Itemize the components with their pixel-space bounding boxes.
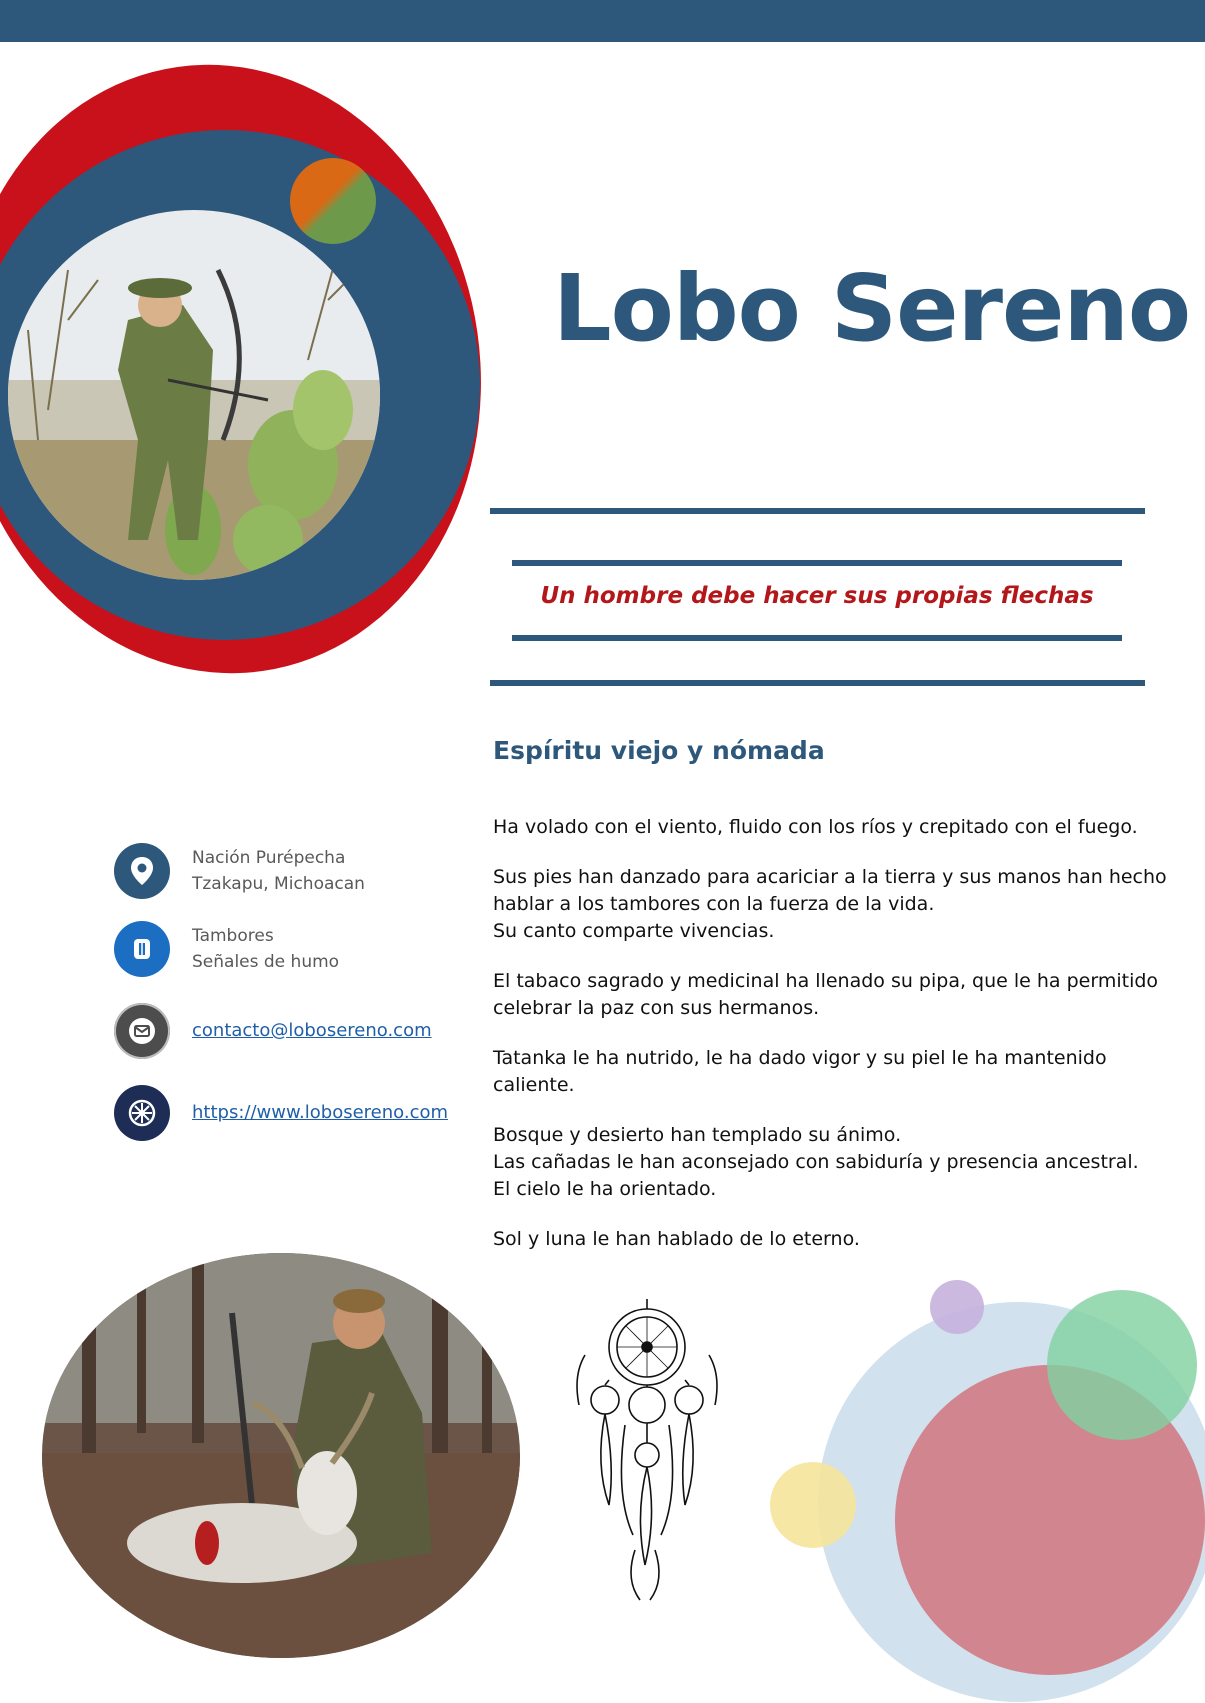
text-line: El tabaco sagrado y medicinal ha llenado su pipa, que le ha permitido <box>493 970 1159 992</box>
section-heading: Espíritu viejo y nómada <box>493 736 825 765</box>
skills-line-1: Tambores <box>192 926 274 946</box>
location-line-1: Nación Purépecha <box>192 848 346 868</box>
contact-location <box>114 843 474 899</box>
text-line: celebrar la paz con sus hermanos. <box>493 997 820 1019</box>
globe-icon <box>114 1085 170 1141</box>
about-paragraph <box>493 814 1138 841</box>
email-link[interactable]: contacto@lobosereno.com <box>192 1020 432 1041</box>
skills-line-2: Señales de humo <box>192 952 340 972</box>
text-line: Sus pies han danzado para acariciar a la tierra y sus manos han hecho <box>493 866 1167 888</box>
text-line: Bosque y desierto han templado su ánimo. <box>493 1124 902 1146</box>
text-line: caliente. <box>493 1074 575 1096</box>
text-line: Tatanka le ha nutrido, le ha dado vigor y su piel le ha mantenido <box>493 1047 1107 1069</box>
text-line: Las cañadas le han aconsejado con sabiduría y presencia ancestral. <box>493 1151 1139 1173</box>
divider-line <box>490 508 1145 514</box>
about-paragraph <box>493 1045 1133 1099</box>
divider-line <box>490 680 1145 686</box>
divider-line <box>512 560 1122 566</box>
archer-portrait-photo <box>8 210 380 580</box>
contact-skills <box>114 921 474 977</box>
page-title: Lobo Sereno <box>553 255 1191 362</box>
drum-icon <box>114 921 170 977</box>
envelope-icon <box>114 1003 170 1059</box>
divider-line <box>512 635 1122 641</box>
text-line: Ha volado con el viento, fluido con los ríos y crepitado con el fuego. <box>493 816 1138 838</box>
about-paragraph <box>493 968 1159 1022</box>
location-line-2: Tzakapu, Michoacan <box>192 874 365 894</box>
lilac-dot <box>930 1280 984 1334</box>
motto-text: Un hombre debe hacer sus propias flechas <box>540 583 1094 609</box>
contact-email <box>114 1003 474 1059</box>
website-link[interactable]: https://www.lobosereno.com <box>192 1102 449 1123</box>
green-brush-circle <box>1047 1290 1197 1440</box>
orange-green-accent-dot <box>290 158 376 244</box>
about-paragraph <box>493 864 1167 945</box>
contact-website <box>114 1085 474 1141</box>
about-paragraph <box>493 1226 1133 1253</box>
text-line: hablar a los tambores con la fuerza de la vida. <box>493 893 935 915</box>
about-text <box>493 814 1167 1276</box>
dreamcatcher-illustration <box>565 1295 725 1605</box>
location-pin-icon <box>114 843 170 899</box>
top-banner <box>0 0 1205 42</box>
yellow-dot <box>770 1462 856 1548</box>
text-line: Sol y luna le han hablado de lo eterno. <box>493 1228 860 1250</box>
hunter-goat-photo <box>42 1253 520 1658</box>
about-paragraph <box>493 1122 1139 1203</box>
text-line: El cielo le ha orientado. <box>493 1178 717 1200</box>
text-line: Su canto comparte vivencias. <box>493 920 775 942</box>
